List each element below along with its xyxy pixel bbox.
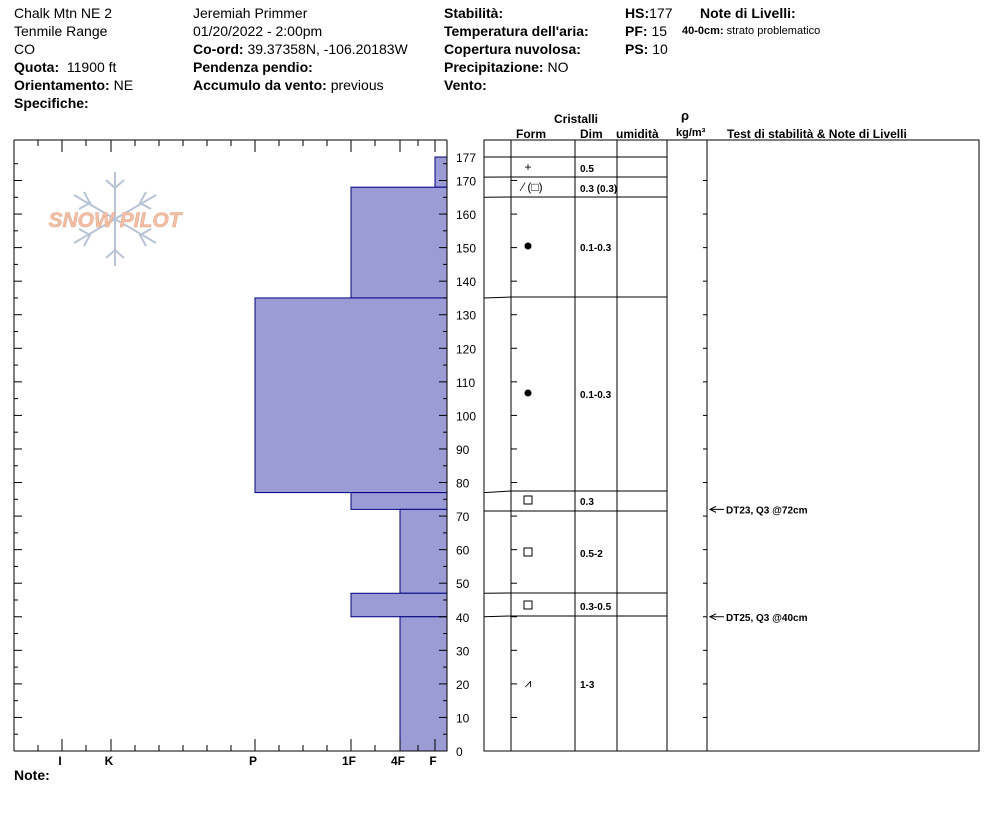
hardness-label-K: K <box>104 754 114 768</box>
depth-label-40: 40 <box>456 610 470 625</box>
layer-note-row: 40-0cm: strato problematico <box>682 25 821 37</box>
depth-label-150: 150 <box>456 241 477 256</box>
test-label-1: DT25, Q3 @40cm <box>726 612 808 624</box>
depth-label-130: 130 <box>456 308 477 323</box>
layer-connector-4 <box>484 491 511 493</box>
layer-connector-3 <box>484 297 511 298</box>
coord-row: Co-ord: 39.37358N, -106.20183W <box>193 41 408 57</box>
layer-note-text: strato problematico <box>726 25 821 37</box>
precip-value: NO <box>547 59 569 75</box>
hardness-profile <box>255 157 447 751</box>
range-name: Tenmile Range <box>14 23 108 39</box>
observer-name: Jeremiah Primmer <box>193 5 308 21</box>
ps-row: PS: 10 <box>625 41 668 57</box>
notes-label: Note: <box>14 767 50 783</box>
crystals-header: Cristalli <box>554 112 599 126</box>
hardness-bar-1 <box>351 187 447 298</box>
layer-form-faceted-5 <box>524 548 532 556</box>
pf-row: PF: 15 <box>625 23 668 39</box>
layer-size-0: 0.5 <box>580 164 594 175</box>
depth-label-30: 30 <box>456 644 470 659</box>
test-label-0: DT23, Q3 @72cm <box>726 505 808 517</box>
rho-header: ρ <box>681 108 690 123</box>
location-name: Chalk Mtn NE 2 <box>14 5 113 21</box>
depth-label-50: 50 <box>456 577 470 592</box>
air-temp-row: Temperatura dell'aria: <box>444 23 589 39</box>
density-unit-header: kg/m³ <box>676 127 706 139</box>
tests-header: Test di stabilità & Note di Livelli <box>727 127 907 141</box>
precip-row: Precipitazione: NO <box>444 59 569 75</box>
layer-form-7: ⩘ <box>524 676 532 690</box>
layer-connector-7 <box>484 616 511 617</box>
wind-loading-row: Accumulo da vento: previous <box>193 77 384 93</box>
hs-row: HS:177 <box>625 5 673 21</box>
depth-label-177: 177 <box>456 151 477 165</box>
snowpilot-logo <box>49 172 184 266</box>
depth-label-10: 10 <box>456 711 470 726</box>
layer-size-6: 0.3-0.5 <box>580 602 612 613</box>
layer-size-4: 0.3 <box>580 497 594 508</box>
hardness-bar-2 <box>255 298 447 493</box>
stability-row: Stabilità: <box>444 5 504 21</box>
hardness-label-I: I <box>58 754 62 768</box>
moisture-header: umidità <box>616 127 659 141</box>
layer-size-1: 0.3 (0.3) <box>580 184 618 195</box>
depth-label-20: 20 <box>456 677 470 692</box>
hardness-bar-4 <box>400 509 447 593</box>
layer-form-1: ⁄ (□) <box>522 180 543 194</box>
depth-label-0: 0 <box>456 745 463 759</box>
hardness-label-F: F <box>429 754 437 768</box>
datetime: 01/20/2022 - 2:00pm <box>193 23 323 39</box>
depth-label-140: 140 <box>456 275 477 290</box>
form-header: Form <box>516 127 546 141</box>
layer-notes-title: Note di Livelli: <box>700 5 796 21</box>
hardness-bar-5 <box>351 593 447 616</box>
layer-size-5: 0.5-2 <box>580 549 603 560</box>
depth-label-100: 100 <box>456 409 477 424</box>
depth-label-120: 120 <box>456 342 477 357</box>
wind-row: Vento: <box>444 77 487 93</box>
size-header: Dim <box>580 127 603 141</box>
slope-row: Pendenza pendio: <box>193 59 313 75</box>
aspect-row: Orientamento: NE <box>14 77 134 93</box>
depth-label-60: 60 <box>456 543 470 558</box>
depth-label-160: 160 <box>456 208 477 223</box>
state-name: CO <box>14 41 35 57</box>
depth-label-170: 170 <box>456 174 477 189</box>
elevation-row: Quota: 11900 ft <box>14 59 117 75</box>
strat-frame <box>484 140 979 751</box>
layer-form-faceted-4 <box>524 496 532 504</box>
depth-label-70: 70 <box>456 510 470 525</box>
logo-text: SNOW PILOT <box>48 209 182 232</box>
layer-form-faceted-6 <box>524 601 532 609</box>
depth-label-90: 90 <box>456 442 470 457</box>
stratigraphy-table <box>484 140 979 751</box>
hardness-label-1F: 1F <box>341 754 357 768</box>
hardness-bar-3 <box>351 493 447 510</box>
layer-size-7: 1-3 <box>580 680 595 691</box>
hardness-label-P: P <box>248 754 258 768</box>
aspect-value: NE <box>113 77 134 93</box>
hardness-bar-0 <box>435 157 447 187</box>
pf-value: 15 <box>651 23 668 39</box>
wind-loading-value: previous <box>330 77 384 93</box>
layer-size-2: 0.1-0.3 <box>580 243 612 254</box>
hs-value: 177 <box>649 5 673 21</box>
layer-size-3: 0.1-0.3 <box>580 390 612 401</box>
cloud-row: Copertura nuvolosa: <box>444 41 581 57</box>
ps-value: 10 <box>652 41 668 57</box>
layer-form-0: + <box>524 160 532 174</box>
depth-label-110: 110 <box>456 375 476 390</box>
specifics-row: Specifiche: <box>14 95 89 111</box>
layer-form-rounded-2 <box>525 243 532 250</box>
elevation-value: 11900 ft <box>66 59 117 75</box>
coord-value: 39.37358N, -106.20183W <box>247 41 408 57</box>
layer-form-rounded-3 <box>525 390 532 397</box>
depth-label-80: 80 <box>456 476 470 491</box>
hardness-label-4F: 4F <box>390 754 406 768</box>
